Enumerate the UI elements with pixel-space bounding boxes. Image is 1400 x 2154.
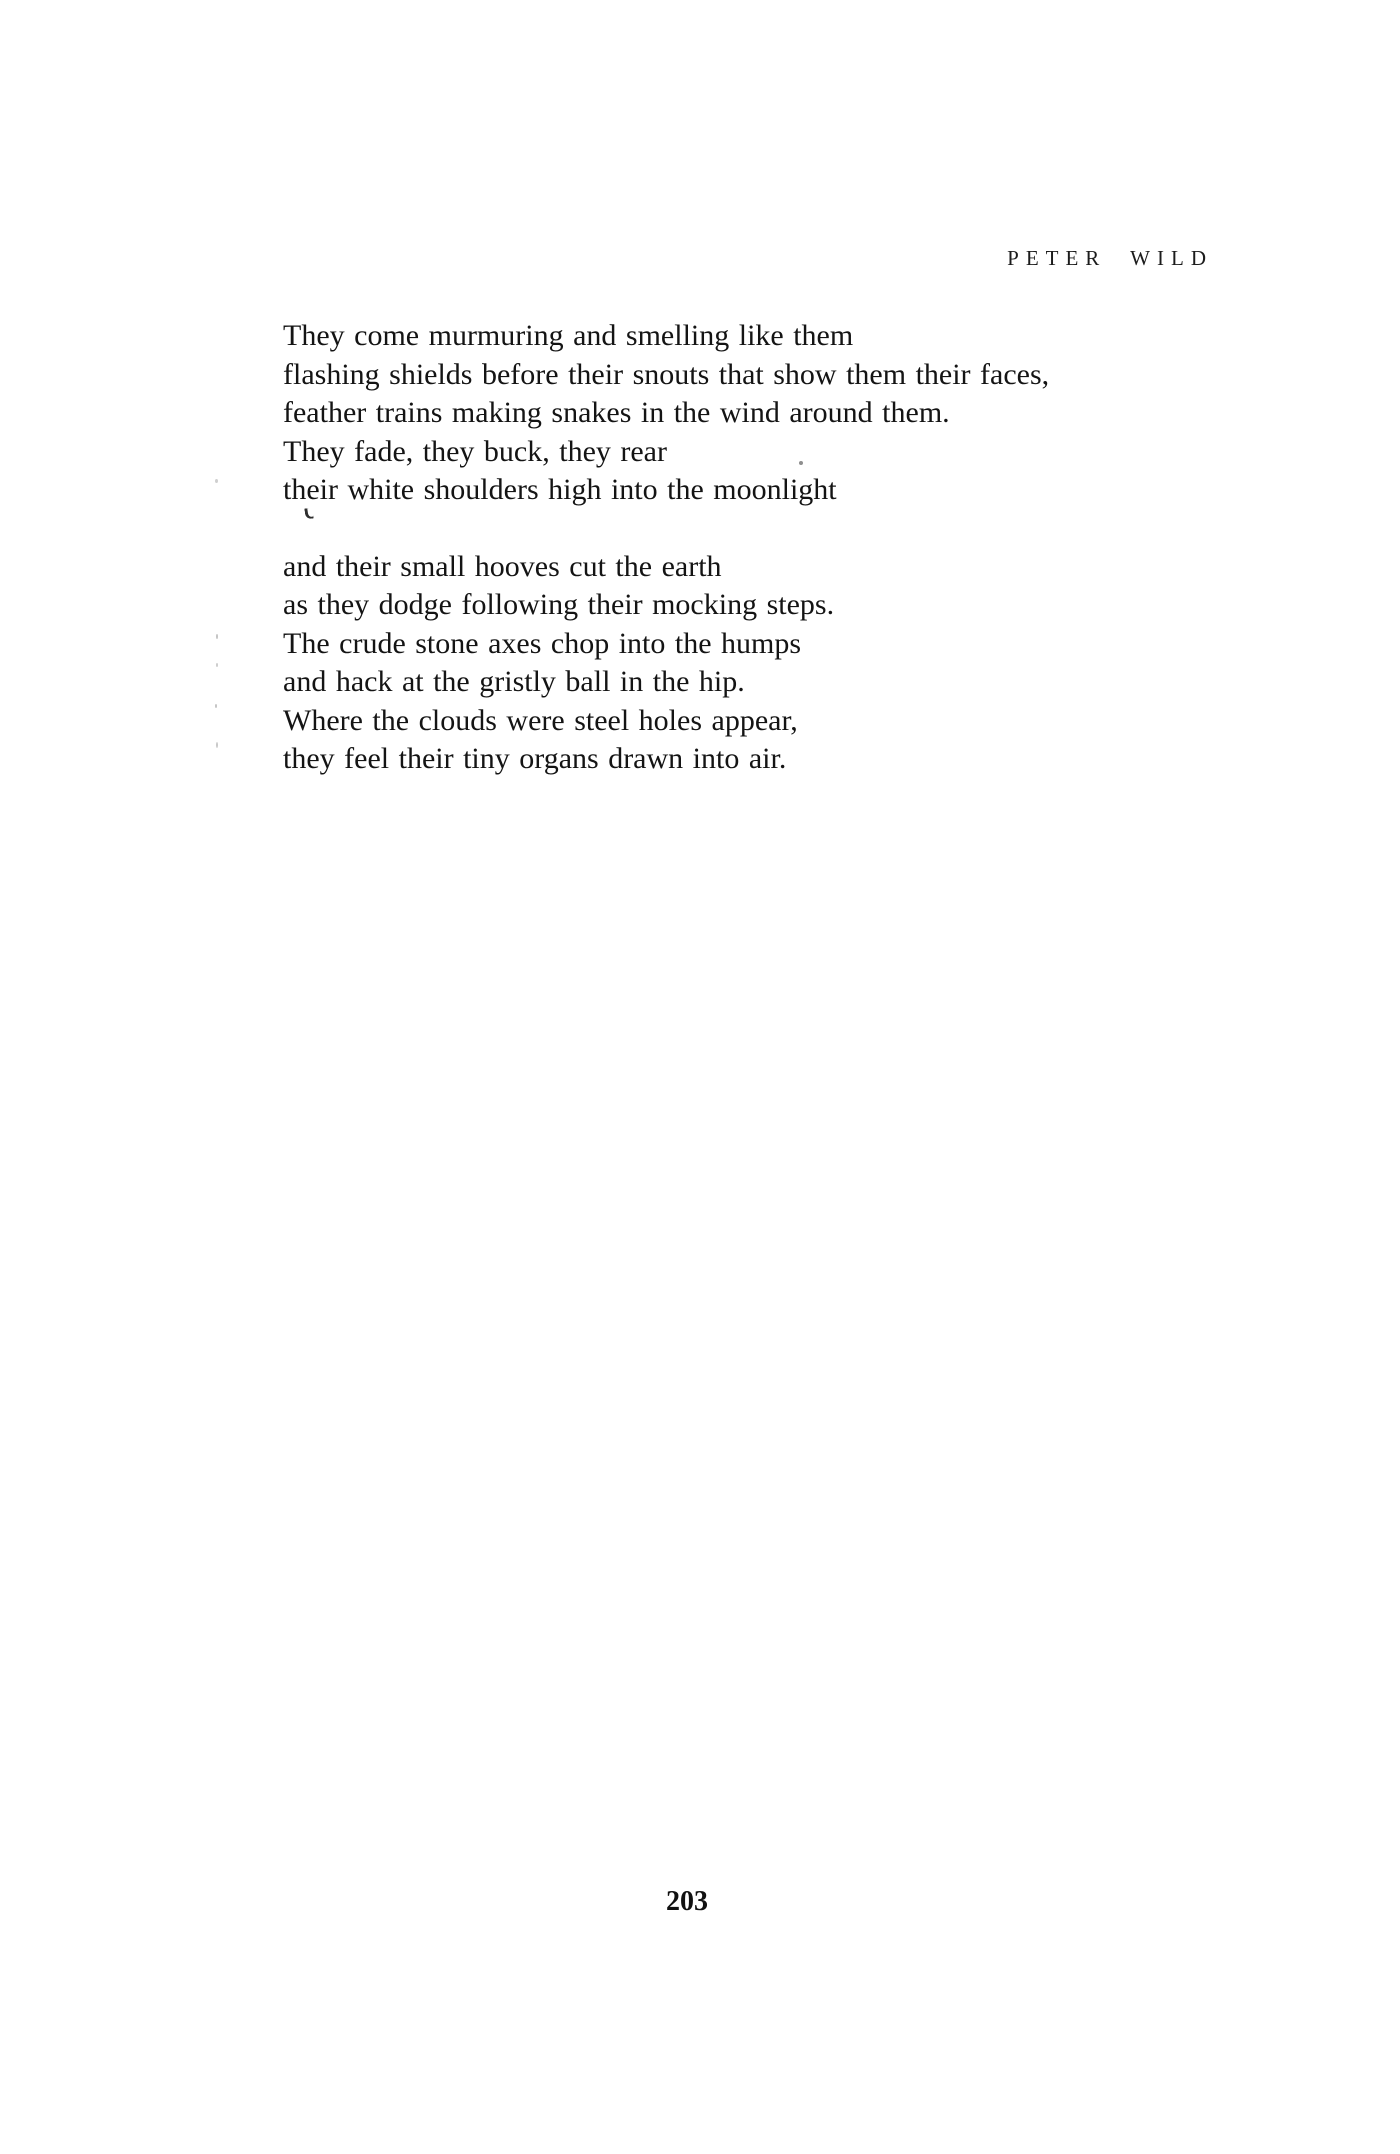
stanza-2 (283, 548, 1183, 779)
stanza-1 (283, 317, 1183, 510)
poem-line: They come murmuring and smelling like them (283, 319, 854, 352)
poem-body (283, 317, 1183, 779)
poem-line: The crude stone axes chop into the humps (283, 626, 802, 660)
poem-line: They fade, they buck, they rear (283, 434, 667, 468)
page-number: 203 (666, 1886, 708, 1917)
poem-line: as they dodge following their mocking steps. (283, 588, 835, 621)
poem-line: flashing shields before their snouts that show them their faces, (283, 357, 1050, 391)
poem-line: feather trains making snakes in the wind around them. (283, 396, 950, 429)
scan-speck (799, 461, 803, 465)
scan-speck (216, 663, 218, 667)
running-header-author: PETER WILD (1007, 246, 1213, 270)
scan-speck (215, 704, 217, 708)
scan-speck (216, 634, 218, 639)
scan-speck (215, 479, 218, 483)
poem-line: and hack at the gristly ball in the hip. (283, 665, 745, 698)
poem-line: they feel their tiny organs drawn into air. (283, 742, 787, 775)
scan-speck (216, 742, 218, 748)
poem-line: Where the clouds were steel holes appear, (283, 703, 798, 737)
poem-line: their white shoulders high into the moonlight (283, 473, 837, 506)
poem-line: and their small hooves cut the earth (283, 549, 722, 583)
